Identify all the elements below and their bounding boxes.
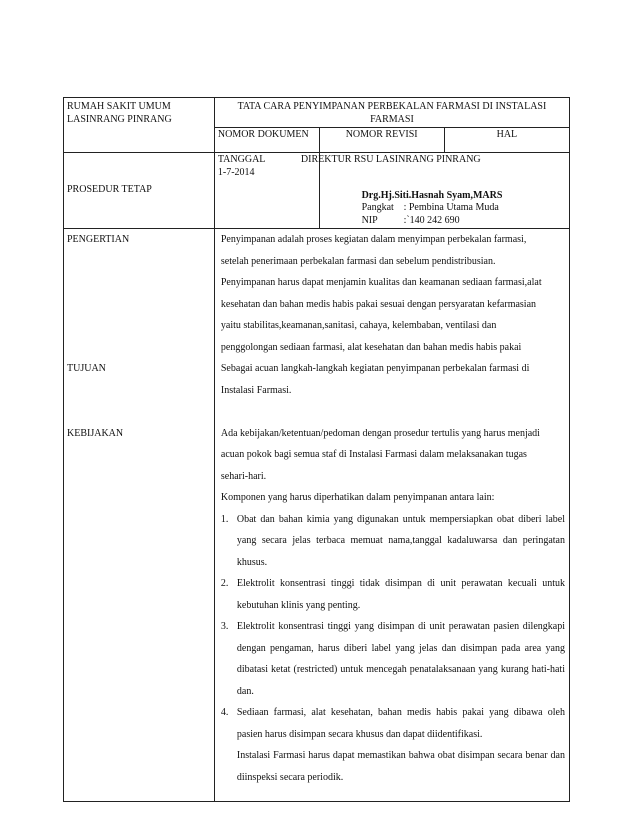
section-body-cell [214,229,569,802]
procedure-row [64,153,570,229]
section-labels-cell [64,229,215,802]
header-row [64,98,570,128]
date-value: 1-7-2014 [217,166,255,178]
list-item-text: Sediaan farmasi, alat kesehatan, bahan medis habis pakai yang dibawa oleh pasien harus disimpan secara khusus dan dapat diidentifikasi. [236,707,565,740]
kebijakan-line: acuan pokok bagi semua staf di Instalasi Farmasi dalam melaksanakan tugas [220,449,527,460]
director-name: Drg.Hj.Siti.Hasnah Syam,MARS [361,189,503,201]
kebijakan-line: sehari-hari. [220,470,267,482]
tujuan-line: Sebagai acuan langkah-langkah kegiatan penyimpanan perbekalan farmasi di [220,363,530,374]
content-row [64,229,570,802]
pengertian-line: penggolongan sediaan farmasi, alat kesehatan dan bahan medis habis pakai [220,341,522,353]
kebijakan-line: Ada kebijakan/ketentuan/pedoman dengan prosedur tertulis yang harus menjadi [220,427,540,439]
pengertian-line: Penyimpanan harus dapat menjamin kualitas dan keamanan sediaan farmasi,alat [220,277,542,288]
closing-text: Instalasi Farmasi harus dapat memastikan bahwa obat disimpan secara benar dan diinspeksi secara periodik. [236,750,565,783]
director-title: DIREKTUR RSU LASINRANG PINRANG [300,154,481,165]
signature-block [216,154,566,227]
hospital-name-line1: RUMAH SAKIT UMUM [67,101,171,112]
tujuan-text [221,358,565,401]
list-item [221,616,565,702]
rank-value: : Pembina Utama Muda [403,202,499,213]
pengertian-line: yaitu stabilitas,keamanan,sanitasi, cahaya, kelembaban, ventilasi dan [220,320,497,331]
date-label: TANGGAL [217,154,266,165]
document-title: TATA CARA PENYIMPANAN PERBEKALAN FARMASI DI INSTALASI FARMASI [214,98,569,128]
list-item-text: Elektrolit konsentrasi tinggi tidak disimpan di unit perawatan kecuali untuk kebutuhan klinis yang penting. [236,578,565,611]
kebijakan-line: Komponen yang harus diperhatikan dalam penyimpanan antara lain: [220,492,495,503]
pengertian-text [221,229,565,358]
rank-key: Pangkat [361,202,394,213]
pengertian-line: Penyimpanan adalah proses kegiatan dalam menyimpan perbekalan farmasi, [220,234,527,245]
list-item-number: 1. [220,513,229,525]
list-item-number: 4. [220,707,229,718]
list-item-text: Obat dan bahan kimia yang digunakan untuk mempersiapkan obat diberi label yang secara jelas terbaca memuat nama,tanggal kadaluwarsa dan peringatan khusus. [236,513,565,568]
hospital-name-line2: LASINRANG PINRANG [67,113,172,125]
kebijakan-label: KEBIJAKAN [67,427,124,439]
list-item-text: Elektrolit konsentrasi tinggi yang disimpan di unit perawatan pasien dilengkapi dengan pengaman, harus diberi label yang jelas dan disimpan pada area yang dibatasi ketat (restricted) untuk mencegah penatalaksanaan yang kurang hati-hati dan. [236,621,565,697]
component-list [221,509,565,746]
tujuan-label: TUJUAN [67,363,106,374]
director-rank [362,202,566,215]
pengertian-line: setelah penerimaan perbekalan farmasi dan sebelum pendistribusian. [220,255,496,267]
page-label: HAL [444,128,569,153]
list-item [221,509,565,574]
signature-cell [300,153,569,229]
director-nip [362,215,566,228]
list-item-number: 2. [220,578,229,589]
pengertian-label: PENGERTIAN [67,234,130,245]
nip-value: :`140 242 690 [403,214,460,226]
list-item-number: 3. [220,621,229,632]
hospital-name-cell [64,98,215,153]
pengertian-line: kesehatan dan bahan medis habis pakai sesuai dengan persyaratan kefarmasian [220,298,537,310]
revision-label: NOMOR REVISI [319,128,444,153]
doc-number-label: NOMOR DOKUMEN [214,128,319,153]
list-item [221,573,565,616]
sop-table [63,97,570,802]
nip-key: NIP [361,214,378,226]
procedure-label: PROSEDUR TETAP [64,153,215,229]
list-item [221,702,565,745]
kebijakan-text [221,423,565,509]
sop-document [63,97,570,802]
tujuan-line: Instalasi Farmasi. [220,384,292,396]
